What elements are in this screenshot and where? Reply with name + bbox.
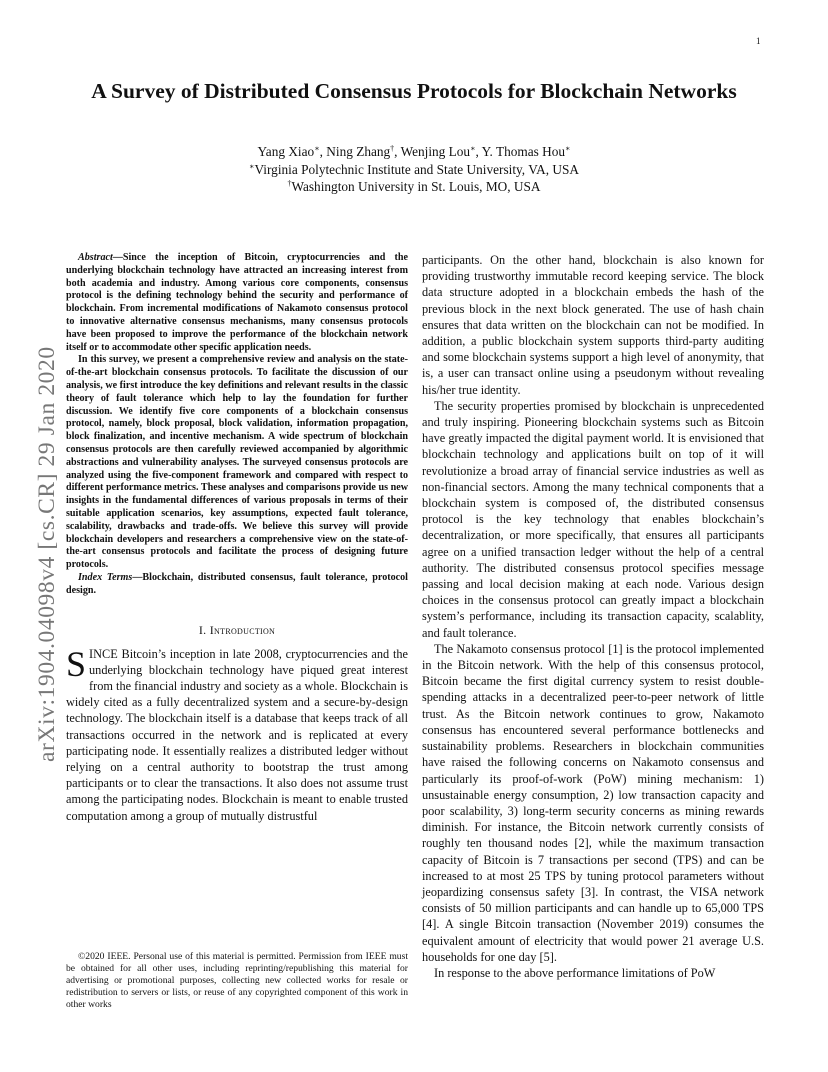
body-paragraph: The security properties promised by blockchain is unprecedented and truly inspiring. Pioneering blockchain systems such as Bitcoin have greatly impacted the digital payment world. It is envisioned that blockchain technology and applications built on top of it will revolutionize a broad array of financial service industries as well as non-financial sectors. Among the many technical components that a blockchain system is composed of, the distributed consensus protocol is the key technology that enables blockchain’s decentralization, or more specifically, that ensures all participants agree on a unified transaction ledger without the help of a central authority. The distributed consensus protocol specifies message passing and local decision making at each node. Various design choices in the consensus protocol can greatly impact a blockchain system’s performance, including its transaction capacity, scalablity, and fault tolerance. [422,398,764,640]
author-line: Yang Xiao∗, Ning Zhang†, Wenjing Lou∗, Y. Thomas Hou∗ [257,144,571,159]
author-name: Wenjing Lou [400,144,471,159]
right-column [422,252,764,981]
drop-cap: S [66,643,87,684]
author-mark: ∗ [565,144,571,153]
copyright-text: ©2020 IEEE. Personal use of this material is permitted. Permission from IEEE must be obtained for all other uses, including reprinting/republishing this material for advertising or promotional purposes, collecting new collected works for resale or redistribution to servers or lists, or reuse of any copyrighted component of this work in other works [66,951,408,1011]
author-name: Ning Zhang [326,144,391,159]
page-number: 1 [756,36,761,46]
author-mark: ∗ [314,144,320,153]
author-mark: ∗ [470,144,476,153]
left-column [66,252,408,824]
affiliation-mark: ∗ [249,161,255,171]
section-number: I. [198,622,207,637]
affiliation-mark: † [287,179,292,188]
affiliation: Washington University in St. Louis, MO, USA [291,179,541,194]
abstract-text: —Since the inception of Bitcoin, cryptocurrencies and the underlying blockchain technology have attracted an increasing interest from both academia and industry. Among various core components, consensus protocol is the defining technology behind the security and performance of blockchain. From incremental modifications of Nakamoto consensus protocol to innovative alternative consensus mechanisms, many consensus protocols have been proposed to improve the performance of the blockchain network itself or to accommodate other specific application needs. [66,252,408,353]
index-terms-label: Index Terms [78,571,133,583]
index-terms-text: —Blockchain, distributed consensus, fault tolerance, protocol design. [66,571,408,596]
intro-body-left [66,643,408,824]
copyright-notice [66,951,408,1011]
body-paragraph: In response to the above performance limitations of PoW [434,965,716,980]
body-paragraph [66,643,408,824]
section-title: Introduction [209,622,276,637]
section-heading [66,623,408,638]
author-name: Y. Thomas Hou [481,144,566,159]
abstract-label: Abstract [78,252,113,263]
abstract [66,252,408,598]
body-paragraph: The Nakamoto consensus protocol [1] is the protocol implemented in the Bitcoin network. With the help of this consensus protocol, Bitcoin became the first digital currency system to resist double-spending attacks in a decentralized peer-to-peer network of little trust. As the Bitcoin network continues to grow, Nakamoto consensus has encountered several performance bottlenecks and sustainability problems. Researchers in blockchain communities have raised the following concerns on Nakamoto consensus and particularly its proof-of-work (PoW) mining mechanism: 1) unsustainable energy consumption, 2) low transaction capacity and poor scalability, 3) long-term security concerns as mining rewards diminish. For instance, the Bitcoin network currently consists of roughly ten thousand nodes [2], while the maximum transaction capacity of Bitcoin is 7 transactions per second (TPS) and can be increased to at most 25 TPS by tuning protocol parameters without jeopardizing consensus safety [3]. In contrast, the VISA network consists of 50 million participants and can handle up to 65,000 TPS [4]. A single Bitcoin transaction (November 2019) consumes the equivalent amount of electricity that would power 21 average U.S. households for one day [5]. [422,641,764,964]
author-block [60,143,768,196]
affiliation: Virginia Polytechnic Institute and State University, VA, USA [254,161,579,177]
abstract-paragraph [66,252,408,354]
body-paragraph: participants. On the other hand, blockchain is also known for providing trustworthy immutable record keeping service. The block data structure adopted in a blockchain embeds the hash of the previous block in the next block generated. The use of hash chain ensures that data written on the blockchain can not be modified. In addition, a public blockchain system supports third-party auditing and some blockchain systems support a high level of anonymity, that is, a user can transact online using a pseudonym without revealing his/her true identity. [422,253,764,397]
abstract-paragraph: In this survey, we present a comprehensive review and analysis on the state-of-the-art blockchain consensus protocols. To facilitate the discussion of our analysis, we first introduce the key definitions and relevant results in the classic theory of fault tolerance which help to lay the foundation for further discussion. We identify five core components of a blockchain consensus protocol, namely, block proposal, block validation, information propagation, block finalization, and incentive mechanism. A wide spectrum of blockchain consensus protocols are then carefully reviewed accompanied by algorithmic abstractions and vulnerability analyses. The surveyed consensus protocols are analyzed using the five-component framework and compared with respect to different performance metrics. These analyses and comparisons provide us new insights in the fundamental differences of various proposals in terms of their suitable application scenarios, key assumptions, expected fault tolerance, scalability, drawbacks and trade-offs. We believe this survey will provide blockchain developers and researchers a comprehensive view on the state-of-the-art consensus protocols and facilitate the process of designing future protocols. [66,354,408,571]
index-terms [66,572,408,598]
arxiv-stamp-container [0,0,60,762]
author-name: Yang Xiao [257,144,315,159]
author-mark: † [390,144,395,153]
affiliation-line [60,161,768,179]
paper-title: A Survey of Distributed Consensus Protocols for Blockchain Networks [91,79,737,103]
body-text: INCE Bitcoin’s inception in late 2008, cryptocurrencies and the underlying blockchain technology have piqued great interest from the financial industry and society as a whole. Blockchain is widely cited as a fully decentralized system and a secure-by-design technology. The blockchain itself is a database that keeps track of all transactions occurred in the network and is replicated at every participating node. It essentially realizes a distributed ledger without relying on a central authority to bootstrap the trust among participants or to clear the transactions. It also does not assume trust among the participating nodes. Blockchain is meant to enable trusted computation among a group of mutually distrustful [66,646,408,823]
affiliation-line [60,178,768,196]
arxiv-stamp: arXiv:1904.04098v4 [cs.CR] 29 Jan 2020 [34,346,60,762]
